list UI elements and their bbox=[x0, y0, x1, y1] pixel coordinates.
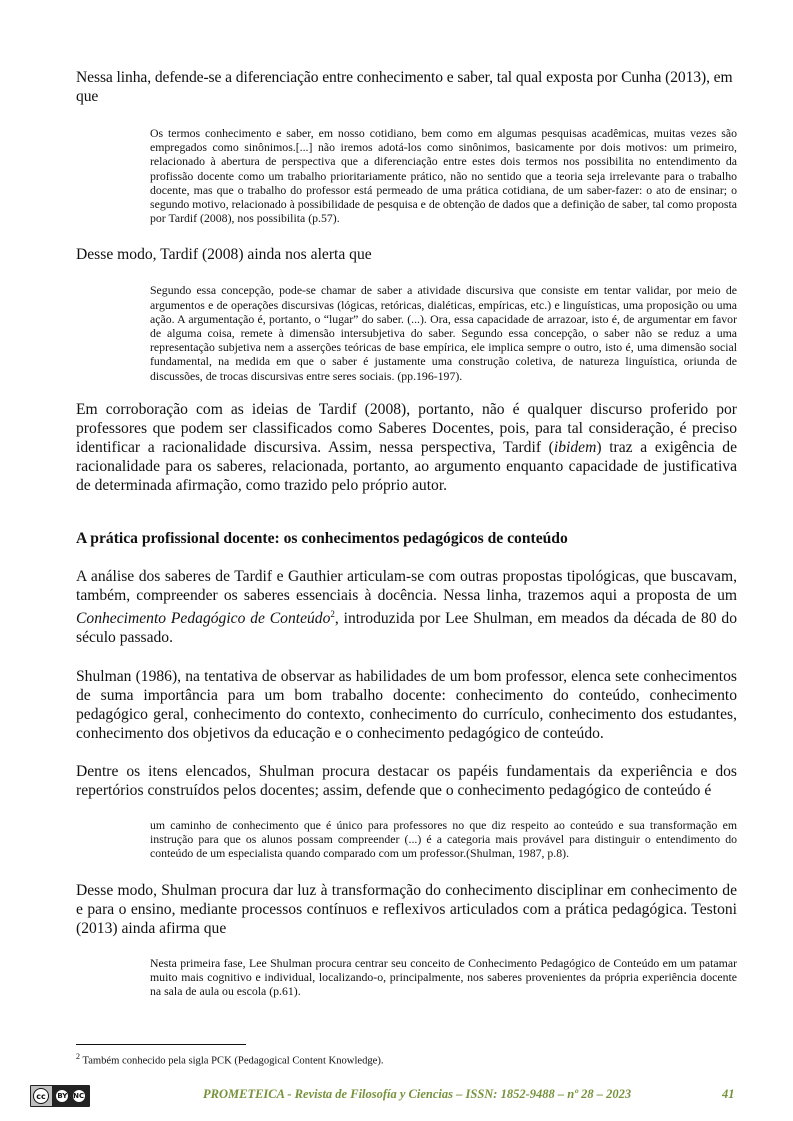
journal-citation: PROMETEICA - Revista de Filosofía y Ciencias – ISSN: 1852-9488 – nº 28 – 2023 bbox=[203, 1087, 632, 1101]
footnote-text: Também conhecido pela sigla PCK (Pedagogical Content Knowledge). bbox=[80, 1055, 384, 1067]
nc-icon: NC bbox=[73, 1092, 85, 1100]
paragraph-1: Nessa linha, defende-se a diferenciação entre conhecimento e saber, tal qual exposta por Cunha (2013), em que bbox=[76, 69, 733, 105]
paragraph-4-italic: Conhecimento Pedagógico de Conteúdo bbox=[76, 610, 331, 628]
footnote-number: 2 bbox=[76, 1052, 80, 1061]
block-quote-1: Os termos conhecimento e saber, em nosso cotidiano, bem como em algumas pesquisas acadêmicas, muitas vezes são empregados como sinônimos.[...] não iremos adotá-los como sinônimos, basicamente por dois motivos: um primeiro, relacionado à abertura de perspectiva que a diferenciação entre estes dois termos nos possibilita no entendimento da profissão docente como um trabalho prioritariamente prático, não no sentido que a teoria seja irrelevante para o trabalho docente, mas que o trabalho do professor está permeado de uma prática cotidiana, de um saber-fazer: o ato de ensinar; o segundo motivo, relacionado à possibilidade de pesquisa e de obtenção de dados que a definição de saber, tal como proposta por Tardif (2008), nos possibilita (p.57). bbox=[150, 126, 737, 226]
paragraph-4 bbox=[76, 567, 737, 647]
cc-icon: cc bbox=[33, 1088, 49, 1104]
footnote bbox=[76, 1050, 384, 1068]
paragraph-4-text-b: , introduzida por Lee Shulman, em meados da década de 80 do século passado. bbox=[76, 610, 738, 647]
creative-commons-license-badge[interactable] bbox=[30, 1085, 90, 1107]
paragraph-6: Dentre os itens elencados, Shulman procura destacar os papéis fundamentais da experiência e dos repertórios construídos pelos docentes; assim, defende que o conhecimento pedagógico de conteúdo é bbox=[76, 763, 737, 800]
paragraph-2: Desse modo, Tardif (2008) ainda nos alerta que bbox=[76, 246, 372, 264]
block-quote-4: Nesta primeira fase, Lee Shulman procura centrar seu conceito de Conhecimento Pedagógico de Conteúdo em um patamar muito mais cognitivo e individual, localizando-o, principalmente, nos saberes provenientes da própria experiência docente na sala de aula ou escola (p.61). bbox=[150, 955, 737, 999]
paragraph-3 bbox=[76, 400, 737, 495]
paragraph-4-text-a: A análise dos saberes de Tardif e Gauthier articulam-se com outras propostas tipológicas, que buscavam, também, compreender os saberes essenciais à docência. Nessa linha, trazemos aqui a proposta de um bbox=[76, 567, 737, 604]
paragraph-3-text-a: Em corroboração com as ideias de Tardif (2008), portanto, não é qualquer discurso proferido por professores que podem ser classificados como Saberes Docentes, pois, para tal consideração, é preciso identificar a racionalidade discursiva. Assim, nessa perspectiva, Tardif ( bbox=[76, 400, 737, 456]
footnote-ref[interactable]: 2 bbox=[330, 608, 335, 619]
footnote-divider bbox=[76, 1044, 246, 1045]
page-number: 41 bbox=[722, 1087, 735, 1101]
block-quote-2: Segundo essa concepção, pode-se chamar de saber a atividade discursiva que consiste em tentar validar, por meio de argumentos e de operações discursivas (lógicas, retóricas, dialéticas, empíricas, etc.) e linguísticas, uma proposição ou uma ação. A argumentação é, portanto, o “lugar” do saber. (...). Ora, essa capacidade de arrazoar, isto é, de argumentar em favor de alguma coisa, remete à dimensão intersubjetiva do saber. Segundo essa concepção, o saber não se reduz a uma representação subjetiva nem a asserções teóricas de base empírica, ele implica sempre o outro, isto é, uma dimensão social fundamental, na medida em que o saber é justamente uma construção coletiva, de natureza linguística, oriunda de discussões, de trocas discursivas entre seres sociais. (pp.196-197). bbox=[150, 283, 737, 383]
page-body bbox=[76, 68, 737, 998]
by-icon: BY bbox=[57, 1092, 68, 1100]
paragraph-7: Desse modo, Shulman procura dar luz à transformação do conhecimento disciplinar em conhecimento de e para o ensino, mediante processos contínuos e reflexivos articulados com a prática pedagógica. Testoni (2013) ainda afirma que bbox=[76, 881, 737, 937]
page-footer bbox=[0, 1082, 793, 1110]
cc-conditions bbox=[52, 1086, 89, 1106]
block-quote-3: um caminho de conhecimento que é único para professores no que diz respeito ao conteúdo e sua transformação em instrução para que os alunos possam compreender (...) é a categoria mais provável para distinguir o entendimento do conteúdo de um especialista quando comparado com um professor.(Shulman, 1987, p.8). bbox=[150, 818, 737, 861]
section-heading: A prática profissional docente: os conhecimentos pedagógicos de conteúdo bbox=[76, 529, 568, 547]
paragraph-3-text-b: ) traz a exigência de racionalidade para os saberes, relacionada, portanto, ao argumento enquanto capacidade de justificativa de determinada afirmação, como trazido pelo próprio autor. bbox=[76, 438, 737, 494]
paragraph-3-italic: ibidem bbox=[553, 438, 597, 456]
paragraph-5: Shulman (1986), na tentativa de observar as habilidades de um bom professor, elenca sete conhecimentos de suma importância para um bom trabalho docente: conhecimento do conteúdo, conhecimento pedagógico geral, conhecimento do contexto, conhecimento do currículo, conhecimento dos estudantes, conhecimento dos objetivos da educação e o conhecimento pedagógico de conteúdo. bbox=[76, 668, 737, 743]
